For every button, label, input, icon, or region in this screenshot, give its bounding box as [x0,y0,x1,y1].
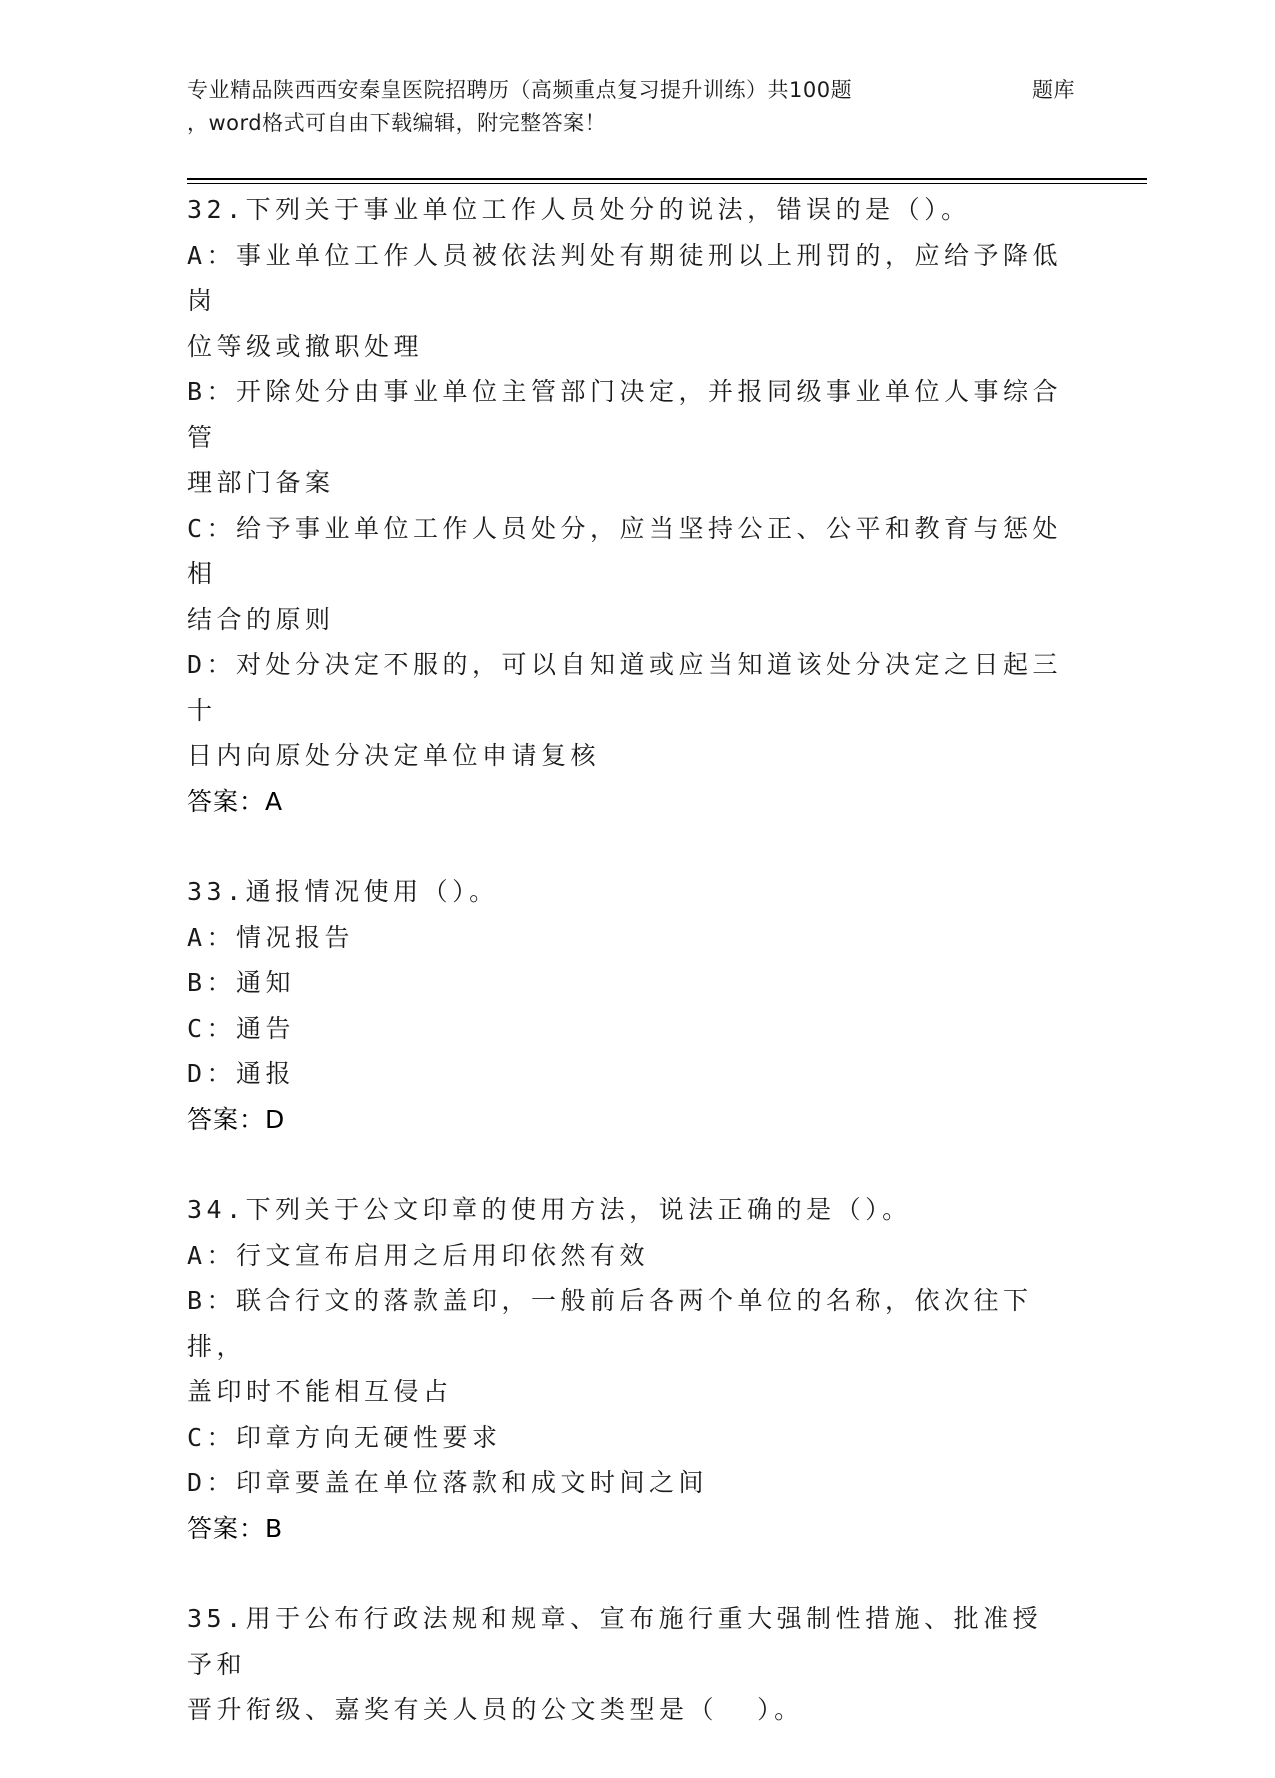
question-stem: 35.用于公布行政法规和规章、宣布施行重大强制性措施、批准授予和 [187,1604,1043,1679]
option-text: 日内向原处分决定单位申请复核 [187,741,601,770]
page-header [187,74,1147,140]
question-block [187,869,1067,1142]
option-text: 结合的原则 [187,604,335,634]
option-text: C：给予事业单位工作人员处分，应当坚持公正、公平和教育与惩处相 [187,513,1063,588]
header-rule-thick [187,178,1147,180]
answer-text: 答案：D [187,1104,286,1134]
header-rule-thin [187,183,1147,184]
question-stem: 晋升衔级、嘉奖有关人员的公文类型是（ ）。 [187,1695,804,1724]
header-title: 专业精品陕西西安秦皇医院招聘历（高频重点复习提升训练）共100题 [187,78,853,102]
option-text: A：事业单位工作人员被依法判处有期徒刑以上刑罚的，应给予降低岗 [187,240,1063,315]
answer-text: 答案：B [187,1513,284,1543]
option-text: 位等级或撤职处理 [187,331,424,361]
header-title-line1 [187,74,1147,107]
option-text: 盖印时不能相互侵占 [187,1377,453,1406]
question-stem: 32.下列关于事业单位工作人员处分的说法，错误的是（）。 [187,195,971,224]
option-text: 理部门备案 [187,468,335,497]
option-text: B：开除处分由事业单位主管部门决定，并报同级事业单位人事综合管 [187,377,1063,452]
option-text: B：联合行文的落款盖印，一般前后各两个单位的名称，依次往下排， [187,1286,1033,1361]
option-text: C：通告 [187,1013,296,1043]
option-text: A：情况报告 [187,922,355,952]
question-block [187,1596,1067,1733]
answer-text: 答案：A [187,786,284,816]
question-list [187,187,1067,1778]
option-text: A：行文宣布启用之后用印依然有效 [187,1240,650,1270]
question-stem: 34.下列关于公文印章的使用方法，说法正确的是（）。 [187,1195,912,1224]
option-text: C：印章方向无硬性要求 [187,1422,502,1452]
question-block [187,1187,1067,1551]
option-text: D：通报 [187,1059,296,1088]
option-text: D：对处分决定不服的，可以自知道或应当知道该处分决定之日起三十 [187,650,1063,725]
question-block [187,187,1067,824]
header-tag: 题库 [1032,78,1075,102]
question-stem: 33.通报情况使用（）。 [187,877,499,906]
header-title-line2: ，word格式可自由下载编辑，附完整答案！ [187,111,607,135]
option-text: B：通知 [187,968,296,997]
option-text: D：印章要盖在单位落款和成文时间之间 [187,1468,709,1497]
